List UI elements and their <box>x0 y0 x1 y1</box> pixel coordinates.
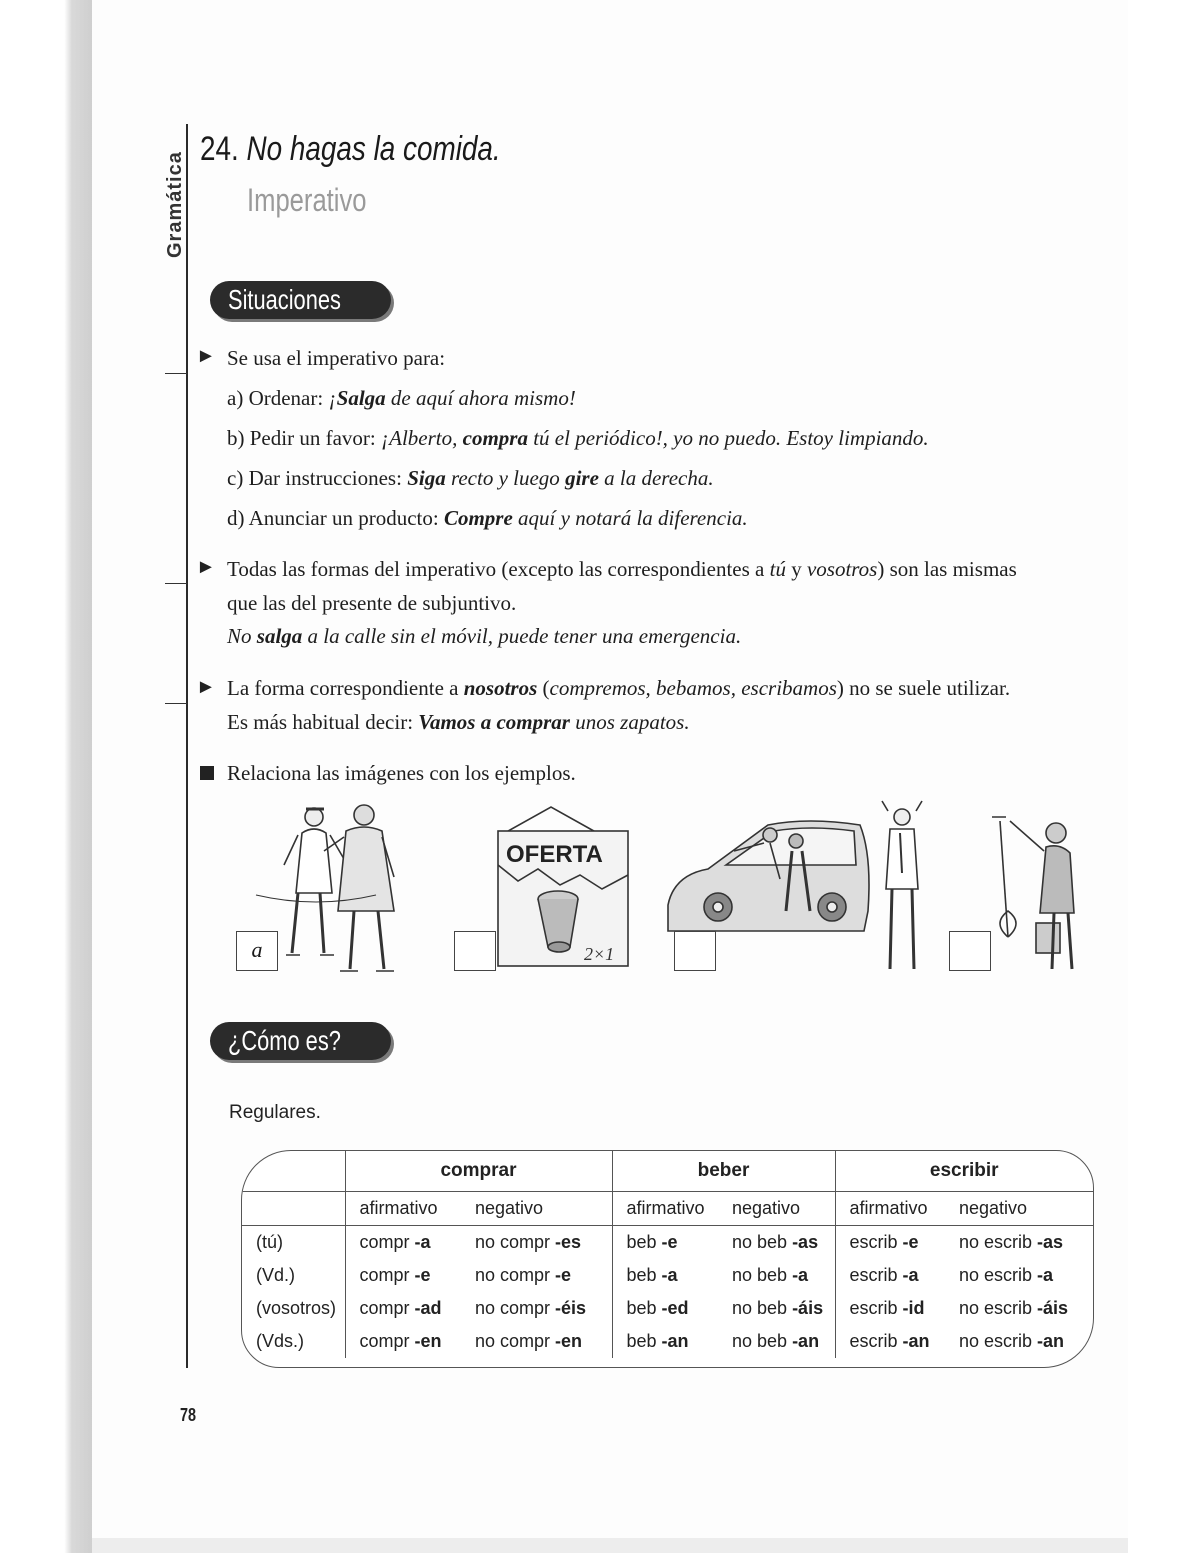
verb-ending: -e <box>902 1232 919 1252</box>
man-stretching-illustration <box>882 801 922 969</box>
page-title <box>200 130 501 169</box>
verb-ending: -an <box>792 1331 820 1351</box>
verb-stem: no beb <box>732 1232 793 1252</box>
verb-ending: -ed <box>661 1298 689 1318</box>
verb-stem: beb <box>626 1232 662 1252</box>
page-bottom-edge <box>92 1538 1128 1553</box>
verb-stem: no compr <box>475 1265 556 1285</box>
verb-ending: -a <box>902 1265 919 1285</box>
table-subheader-row <box>242 1192 1093 1226</box>
verb-header: escribir <box>835 1151 1093 1192</box>
verb-ending: -e <box>661 1232 678 1252</box>
verb-stem: compr <box>359 1298 415 1318</box>
verb-stem: no compr <box>475 1298 556 1318</box>
triangle-bullet-icon: ► <box>196 345 216 367</box>
conjugation-cell <box>612 1226 718 1260</box>
verb-stem: no beb <box>732 1331 793 1351</box>
verb-ending: -áis <box>792 1298 824 1318</box>
conjugation-cell <box>835 1226 945 1260</box>
bullet-tick <box>165 583 187 584</box>
verb-stem: no beb <box>732 1265 793 1285</box>
offer-sign-illustration <box>498 807 628 966</box>
verb-header: beber <box>612 1151 835 1192</box>
conjugation-cell <box>345 1226 461 1260</box>
verb-stem: beb <box>626 1298 662 1318</box>
bullet1-intro: Se usa el imperativo para: <box>227 346 446 370</box>
table-row <box>242 1259 1093 1292</box>
verb-stem: escrib <box>849 1331 903 1351</box>
table-row <box>242 1226 1093 1260</box>
bullet3-line2: Es más habitual decir: Vamos a comprar unos zapatos. <box>227 710 690 734</box>
verb-ending: -id <box>902 1298 925 1318</box>
col-negativo: negativo <box>959 1198 1028 1218</box>
verb-ending: -en <box>555 1331 583 1351</box>
verb-ending: -a <box>1037 1265 1054 1285</box>
verb-ending: -as <box>1037 1232 1064 1252</box>
triangle-bullet-icon: ► <box>196 556 216 578</box>
lesson-title: No hagas la comida. <box>246 130 501 168</box>
car-illustration <box>668 821 869 931</box>
verb-stem: escrib <box>849 1298 903 1318</box>
verb-ending: -es <box>555 1232 582 1252</box>
conjugation-cell <box>835 1325 945 1358</box>
conjugation-cell <box>612 1292 718 1325</box>
verb-stem: escrib <box>849 1265 903 1285</box>
conjugation-cell <box>945 1259 1093 1292</box>
answer-box-3[interactable] <box>674 931 716 971</box>
page-margin <box>1128 0 1200 1553</box>
bullet1-item-b: b) Pedir un favor: ¡Alberto, compra tú el periódico!, yo no puedo. Estoy limpiando. <box>227 426 929 450</box>
side-label: Gramática <box>164 151 186 258</box>
conjugation-cell <box>461 1292 612 1325</box>
conjugation-table <box>241 1150 1094 1368</box>
verb-ending: -áis <box>1037 1298 1069 1318</box>
verb-stem: no compr <box>475 1331 556 1351</box>
verb-ending: -éis <box>555 1298 587 1318</box>
verb-stem: compr <box>359 1232 415 1252</box>
conjugation-cell <box>945 1226 1093 1260</box>
bullet1-item-c: c) Dar instrucciones: Siga recto y luego gire a la derecha. <box>227 466 714 490</box>
verb-stem: no escrib <box>959 1265 1038 1285</box>
conjugation-cell <box>718 1226 835 1260</box>
conjugation-cell <box>945 1292 1093 1325</box>
conjugation-cell <box>345 1259 461 1292</box>
page-subtitle: Imperativo <box>247 182 367 218</box>
conjugation-cell <box>612 1325 718 1358</box>
section-situaciones: Situaciones <box>210 281 391 319</box>
bullet-tick <box>165 703 187 704</box>
bullet2-line1: Todas las formas del imperativo (excepto las correspondientes a tú y vosotros) son las mismas <box>227 557 1017 581</box>
conjugation-cell <box>345 1292 461 1325</box>
person-cell: (vosotros) <box>256 1298 337 1318</box>
verb-ending: -an <box>661 1331 689 1351</box>
conjugation-cell <box>835 1259 945 1292</box>
offer-tag: 2×1 <box>584 944 615 964</box>
verb-ending: -a <box>414 1232 431 1252</box>
verb-stem: compr <box>359 1265 415 1285</box>
verb-ending: -as <box>792 1232 819 1252</box>
bullet1-item-a: a) Ordenar: ¡Salga de aquí ahora mismo! <box>227 386 576 410</box>
conjugation-cell <box>718 1292 835 1325</box>
verb-ending: -e <box>555 1265 572 1285</box>
section-como-es: ¿Cómo es? <box>210 1022 391 1060</box>
bullet2-example: No salga a la calle sin el móvil, puede tener una emergencia. <box>227 624 742 648</box>
verb-ending: -a <box>792 1265 809 1285</box>
conjugation-cell <box>461 1259 612 1292</box>
verb-stem: no beb <box>732 1298 793 1318</box>
square-bullet-icon <box>200 766 214 780</box>
verb-ending: -e <box>414 1265 431 1285</box>
answer-box-4[interactable] <box>949 931 991 971</box>
regulares-label: Regulares. <box>229 1102 321 1123</box>
triangle-bullet-icon: ► <box>196 676 216 698</box>
table-row <box>242 1325 1093 1358</box>
conjugation-cell <box>945 1325 1093 1358</box>
table-header-row <box>242 1151 1093 1192</box>
conjugation-cell <box>718 1325 835 1358</box>
bullet1-item-d: d) Anunciar un producto: Compre aquí y notará la diferencia. <box>227 506 748 530</box>
verb-ending: -ad <box>414 1298 442 1318</box>
verb-ending: -en <box>414 1331 442 1351</box>
bullet2-line2: que las del presente de subjuntivo. <box>227 591 517 615</box>
person-cell: (tú) <box>256 1232 283 1252</box>
scan-shadow <box>0 0 92 1553</box>
bullet3-line1: La forma correspondiente a nosotros (compremos, bebamos, escribamos) no se suele utilizar. <box>227 676 1011 700</box>
answer-box-2[interactable] <box>454 931 496 971</box>
verb-ending: -an <box>902 1331 930 1351</box>
answer-box-1[interactable]: a <box>236 931 278 971</box>
conjugation-cell <box>718 1259 835 1292</box>
bullet-tick <box>165 373 187 374</box>
col-negativo: negativo <box>732 1198 801 1218</box>
verb-stem: beb <box>626 1331 662 1351</box>
conjugation-cell <box>345 1325 461 1358</box>
verb-stem: beb <box>626 1265 662 1285</box>
verb-header: comprar <box>345 1151 612 1192</box>
verb-stem: no compr <box>475 1232 556 1252</box>
verb-stem: compr <box>359 1331 415 1351</box>
woman-vacuum-illustration <box>992 817 1074 969</box>
verb-ending: -a <box>661 1265 678 1285</box>
verb-stem: no escrib <box>959 1232 1038 1252</box>
conjugation-cell <box>835 1292 945 1325</box>
oferta-label: OFERTA <box>506 841 603 868</box>
lesson-number: 24. <box>200 130 239 168</box>
conjugation-cell <box>461 1226 612 1260</box>
verb-ending: -an <box>1037 1331 1065 1351</box>
table-body <box>242 1226 1093 1359</box>
person-cell: (Vd.) <box>256 1265 296 1285</box>
page-number: 78 <box>180 1405 197 1425</box>
conjugation-cell <box>461 1325 612 1358</box>
verb-stem: no escrib <box>959 1298 1038 1318</box>
col-negativo: negativo <box>475 1198 544 1218</box>
table-row <box>242 1292 1093 1325</box>
exercise-instruction: Relaciona las imágenes con los ejemplos. <box>227 761 576 785</box>
conjugation-cell <box>612 1259 718 1292</box>
col-afirmativo: afirmativo <box>835 1192 945 1226</box>
verb-stem: escrib <box>849 1232 903 1252</box>
person-cell: (Vds.) <box>256 1331 305 1351</box>
col-afirmativo: afirmativo <box>345 1192 461 1226</box>
verb-stem: no escrib <box>959 1331 1038 1351</box>
margin-rule <box>186 124 188 1368</box>
col-afirmativo: afirmativo <box>612 1192 718 1226</box>
